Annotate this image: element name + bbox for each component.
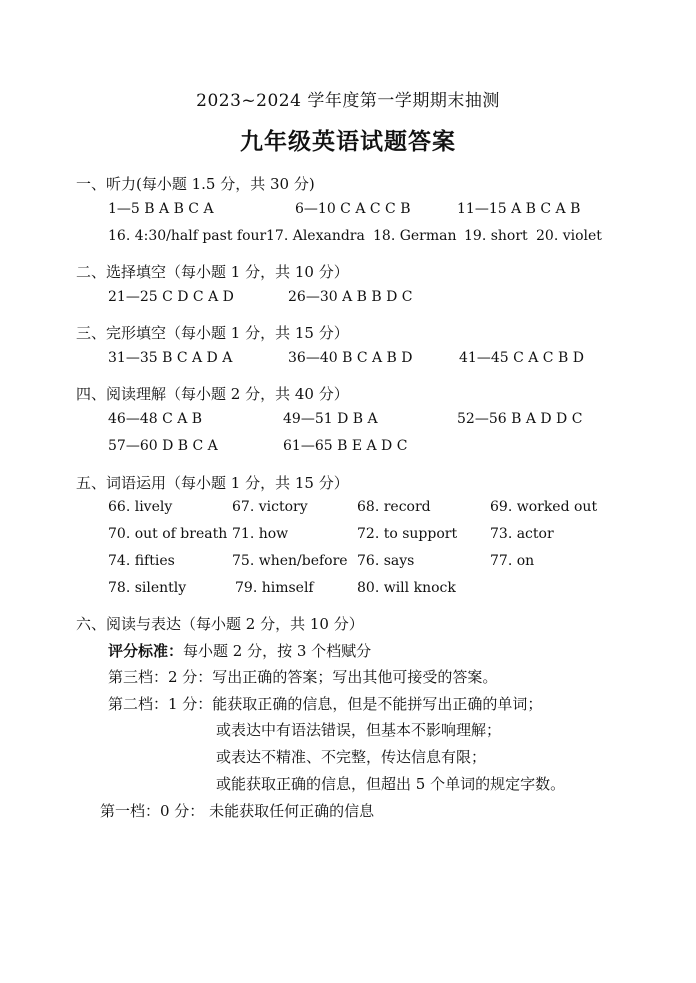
answer-group: 11—15 A B C A B <box>457 201 581 217</box>
answer-group: 49—51 D B A <box>283 411 378 427</box>
answer-group: 31—35 B C A D A <box>108 350 233 366</box>
answer-group: 41—45 C A C B D <box>459 350 584 366</box>
answer-group: 46—48 C A B <box>108 411 203 427</box>
scoring-criteria-label: 评分标准： <box>108 642 184 660</box>
scoring-level-1: 第一档：0 分： 未能获取任何正确的信息 <box>100 802 375 820</box>
section-6-heading: 六、阅读与表达（每小题 2 分，共 10 分） <box>76 615 364 633</box>
answer-group: 26—30 A B B D C <box>288 289 413 305</box>
answer-item: 18. German <box>373 228 457 244</box>
answer-group: 36—40 B C A B D <box>288 350 413 366</box>
answer-item: 17. Alexandra <box>266 228 365 244</box>
exam-title: 2023~2024 学年度第一学期期末抽测 <box>196 91 500 111</box>
answer-item: 66. lively <box>108 499 173 515</box>
scoring-level-2-cont: 或表达不精准、不完整，传达信息有限； <box>216 748 487 766</box>
answer-item: 74. fifties <box>108 553 175 569</box>
scoring-criteria <box>108 640 371 661</box>
scoring-level-3: 第三档：2 分：写出正确的答案；写出其他可接受的答案。 <box>108 668 498 686</box>
answer-item: 19. short <box>464 228 528 244</box>
answer-group: 6—10 C A C C B <box>295 201 411 217</box>
answer-item: 73. actor <box>490 526 554 542</box>
answer-group: 52—56 B A D D C <box>457 411 583 427</box>
section-3-heading: 三、完形填空（每小题 1 分，共 15 分） <box>76 324 349 342</box>
scoring-level-2-cont: 或能获取正确的信息，但超出 5 个单词的规定字数。 <box>216 775 566 793</box>
answer-group: 57—60 D B C A <box>108 438 218 454</box>
answer-item: 70. out of breath <box>108 526 228 542</box>
answer-item: 76. says <box>357 553 415 569</box>
answer-group: 1—5 B A B C A <box>108 201 214 217</box>
answer-item: 69. worked out <box>490 499 598 515</box>
answer-item: 16. 4:30/half past four <box>108 228 267 244</box>
answer-group: 61—65 B E A D C <box>283 438 408 454</box>
answer-item: 77. on <box>490 553 535 569</box>
section-1-heading: 一、听力(每小题 1.5 分，共 30 分) <box>76 175 315 193</box>
section-4-heading: 四、阅读理解（每小题 2 分，共 40 分） <box>76 385 349 403</box>
answer-item: 71. how <box>232 526 289 542</box>
scoring-level-2-cont: 或表达中有语法错误，但基本不影响理解； <box>216 721 502 739</box>
scoring-criteria-text: 每小题 2 分，按 3 个档赋分 <box>183 642 372 660</box>
answer-item: 72. to support <box>357 526 458 542</box>
scoring-level-2: 第二档：1 分：能获取正确的信息，但是不能拼写出正确的单词； <box>108 695 543 713</box>
section-5-heading: 五、词语运用（每小题 1 分，共 15 分） <box>76 474 349 492</box>
section-2-heading: 二、选择填空（每小题 1 分，共 10 分） <box>76 263 349 281</box>
answer-item: 79. himself <box>235 580 314 596</box>
answer-item: 80. will knock <box>357 580 456 596</box>
answer-item: 78. silently <box>108 580 187 596</box>
answer-item: 20. violet <box>536 228 602 244</box>
answer-key-title: 九年级英语试题答案 <box>240 128 456 155</box>
answer-group: 21—25 C D C A D <box>108 289 234 305</box>
answer-item: 75. when/before <box>232 553 348 569</box>
answer-item: 68. record <box>357 499 431 515</box>
answer-item: 67. victory <box>232 499 308 515</box>
